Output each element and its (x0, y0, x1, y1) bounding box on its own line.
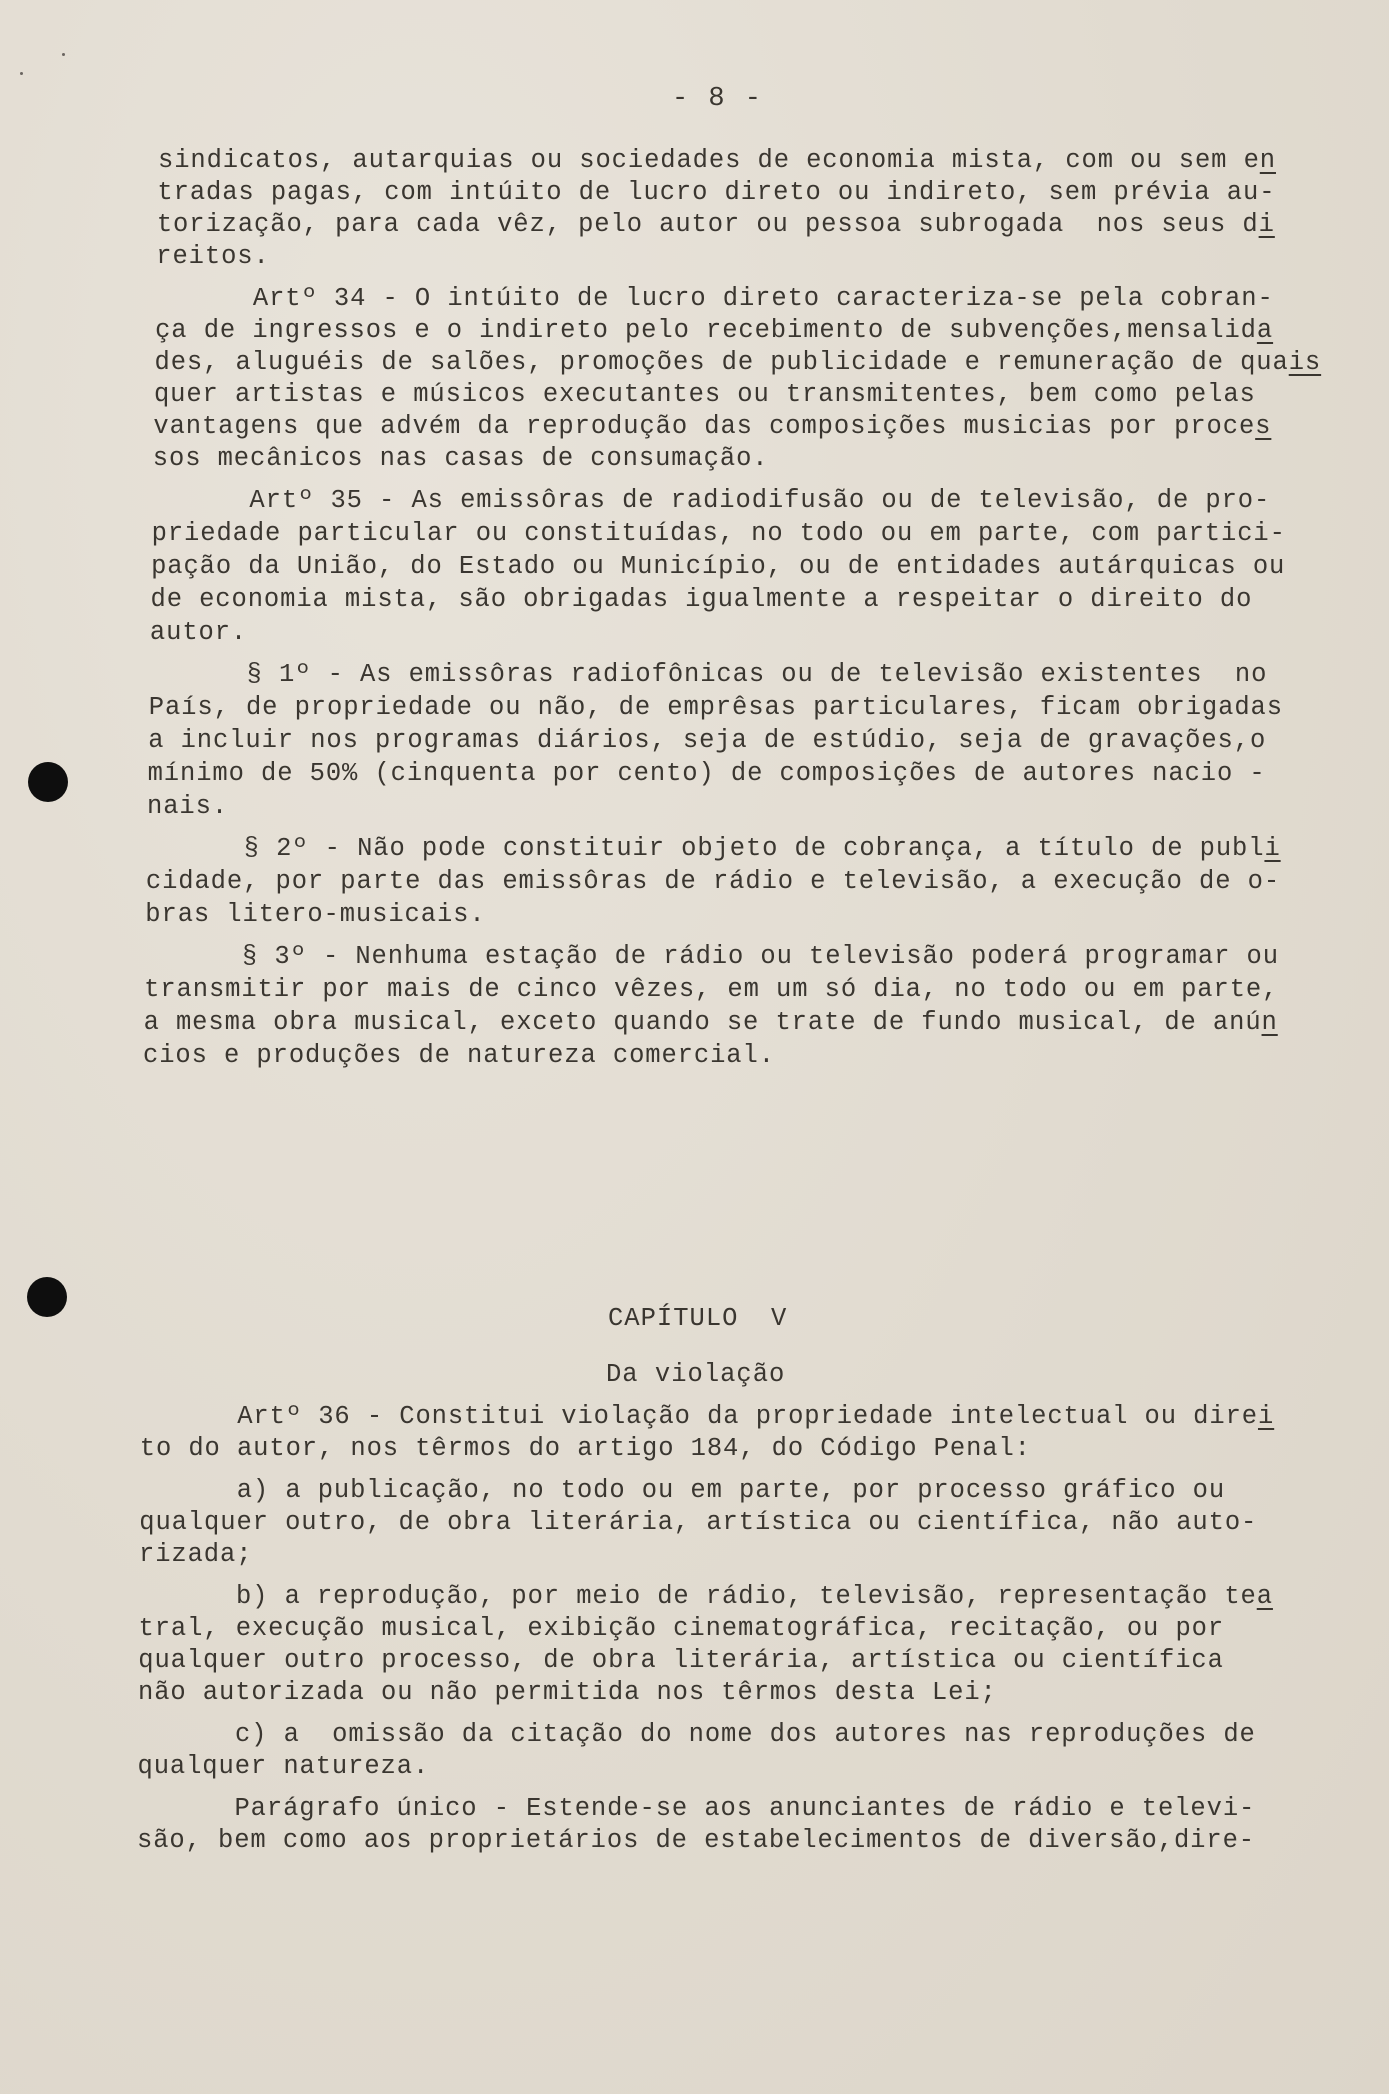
text-line (139, 1614, 1225, 1644)
text-line-content: rizada; (139, 1540, 253, 1569)
paper-speck (20, 72, 23, 75)
text-line (147, 792, 228, 822)
text-line (148, 759, 1266, 789)
hyphenation-underline: i (1257, 1402, 1275, 1431)
text-line (157, 210, 1275, 240)
text-line (138, 1678, 997, 1708)
text-line (153, 444, 769, 474)
text-line (139, 1508, 1257, 1538)
text-line (138, 1752, 430, 1782)
text-line (149, 693, 1283, 723)
text-line (158, 146, 1276, 176)
text-line-content: ça de ingressos e o indireto pelo recebimento de subvenções,mensalid (155, 316, 1257, 345)
text-line (152, 486, 1270, 516)
hyphenation-underline: s (1255, 412, 1272, 441)
text-line-content: sos mecânicos nas casas de consumação. (152, 444, 769, 473)
text-line-content: autor. (149, 618, 248, 647)
text-line (140, 1476, 1226, 1506)
paper-speck (62, 53, 65, 56)
text-line (153, 412, 1271, 442)
text-line-content: a incluir nos programas diários, seja de estúdio, seja de gravações,o (148, 726, 1267, 755)
text-line (145, 900, 485, 930)
text-line-content: vantagens que advém da reprodução das composições musicias por proce (153, 412, 1256, 441)
text-line-content: a mesma obra musical, exceto quando se trate de fundo musical, de anú (143, 1008, 1262, 1037)
hyphenation-underline: i (1264, 834, 1281, 863)
text-line-content: § 2º - Não pode constituir objeto de cobrança, a título de publ (146, 834, 1265, 863)
text-line-content: qualquer outro processo, de obra literária, artística ou científica (138, 1646, 1224, 1675)
punch-hole (28, 762, 68, 802)
text-line-content: § 1º - As emissôras radiofônicas ou de televisão existentes no (149, 660, 1268, 689)
hyphenation-underline: a (1256, 1582, 1273, 1611)
text-line (140, 1434, 1031, 1464)
text-line-content: cidade, por parte das emissôras de rádio e televisão, a execução de o- (145, 867, 1281, 896)
text-line (156, 284, 1274, 314)
text-line (155, 348, 1322, 378)
punch-hole (27, 1277, 67, 1317)
page-number: - 8 - (672, 84, 764, 114)
text-line-content: quer artistas e músicos executantes ou transmitentes, bem como pelas (153, 380, 1256, 409)
text-line-content: c) a omissão da citação do nome dos autores nas reproduções de (137, 1720, 1256, 1749)
text-line (137, 1826, 1255, 1856)
text-line (139, 1582, 1273, 1612)
text-line (155, 316, 1273, 346)
text-line-content: cios e produções de natureza comercial. (143, 1041, 775, 1070)
hyphenation-underline: i (1258, 210, 1275, 239)
text-line-content: b) a reprodução, por meio de rádio, televisão, representação te (138, 1582, 1257, 1611)
text-line-content: de economia mista, são obrigadas igualmente a respeitar o direito do (150, 585, 1253, 614)
chapter-subtitle: Da violação (606, 1360, 786, 1389)
text-line (144, 975, 1278, 1005)
text-line (151, 585, 1253, 615)
text-line (145, 942, 1279, 972)
text-line-content: tral, execução musical, exibição cinematográfica, recitação, ou por (138, 1614, 1225, 1643)
text-line (157, 178, 1275, 208)
hyphenation-underline: is (1288, 348, 1322, 377)
text-line-content: to do autor, nos têrmos do artigo 184, do Código Penal: (139, 1434, 1031, 1463)
text-line (151, 552, 1285, 582)
text-line (138, 1646, 1224, 1676)
text-line-content: tradas pagas, com intúito de lucro direto ou indireto, sem prévia au- (157, 178, 1276, 207)
text-line (154, 380, 1256, 410)
text-line (139, 1540, 252, 1570)
text-line (156, 242, 269, 272)
chapter-title: CAPÍTULO V (608, 1304, 788, 1333)
text-line-content: mínimo de 50% (cinquenta por cento) de composições de autores nacio - (147, 759, 1266, 788)
text-line (146, 867, 1280, 897)
text-line-content: qualquer natureza. (137, 1752, 430, 1781)
text-line-content: sindicatos, autarquias ou sociedades de economia mista, com ou sem e (158, 146, 1260, 175)
text-line-content: bras litero-musicais. (145, 900, 486, 929)
text-line (150, 618, 247, 648)
text-line-content: a) a publicação, no todo ou em parte, por processo gráfico ou (139, 1476, 1226, 1505)
text-line (137, 1794, 1255, 1824)
text-line-content: Artº 35 - As emissôras de radiodifusão ou de televisão, de pro- (152, 486, 1271, 515)
text-line-content: torização, para cada vêz, pelo autor ou pessoa subrogada nos seus d (156, 210, 1259, 239)
text-line-content: transmitir por mais de cinco vêzes, em um só dia, no todo ou em parte, (144, 975, 1279, 1004)
text-line (148, 726, 1266, 756)
text-line-content: País, de propriedade ou não, de emprêsas particulares, ficam obrigadas (148, 693, 1283, 722)
hyphenation-underline: n (1259, 146, 1276, 175)
text-line-content: Artº 34 - O intúito de lucro direto caracteriza-se pela cobran- (155, 284, 1274, 313)
text-line-content: pação da União, do Estado ou Município, ou de entidades autárquicas ou (151, 552, 1286, 581)
hyphenation-underline: a (1256, 316, 1274, 345)
text-line-content: § 3º - Nenhuma estação de rádio ou televisão poderá programar ou (144, 942, 1279, 971)
hyphenation-underline: n (1261, 1008, 1278, 1037)
text-line (146, 834, 1280, 864)
text-line (152, 519, 1286, 549)
text-line-content: reitos. (156, 242, 270, 271)
text-line-content: nais. (147, 792, 229, 821)
text-line (144, 1008, 1278, 1038)
text-line-content: são, bem como aos proprietários de estabelecimentos de diversão,dire- (137, 1826, 1255, 1855)
text-line (149, 660, 1267, 690)
text-line (143, 1041, 775, 1071)
text-line-content: não autorizada ou não permitida nos têrmos desta Lei; (138, 1678, 997, 1707)
text-line-content: des, aluguéis de salões, promoções de publicidade e remuneração de qua (154, 348, 1289, 377)
text-line (138, 1720, 1256, 1750)
text-line-content: qualquer outro, de obra literária, artística ou científica, não auto- (139, 1508, 1258, 1537)
text-line (140, 1402, 1274, 1432)
text-line-content: Artº 36 - Constitui violação da propriedade intelectual ou dire (140, 1402, 1258, 1431)
text-line-content: Parágrafo único - Estende-se aos anunciantes de rádio e televi- (137, 1794, 1256, 1823)
text-line-content: priedade particular ou constituídas, no todo ou em parte, com partici- (151, 519, 1286, 548)
